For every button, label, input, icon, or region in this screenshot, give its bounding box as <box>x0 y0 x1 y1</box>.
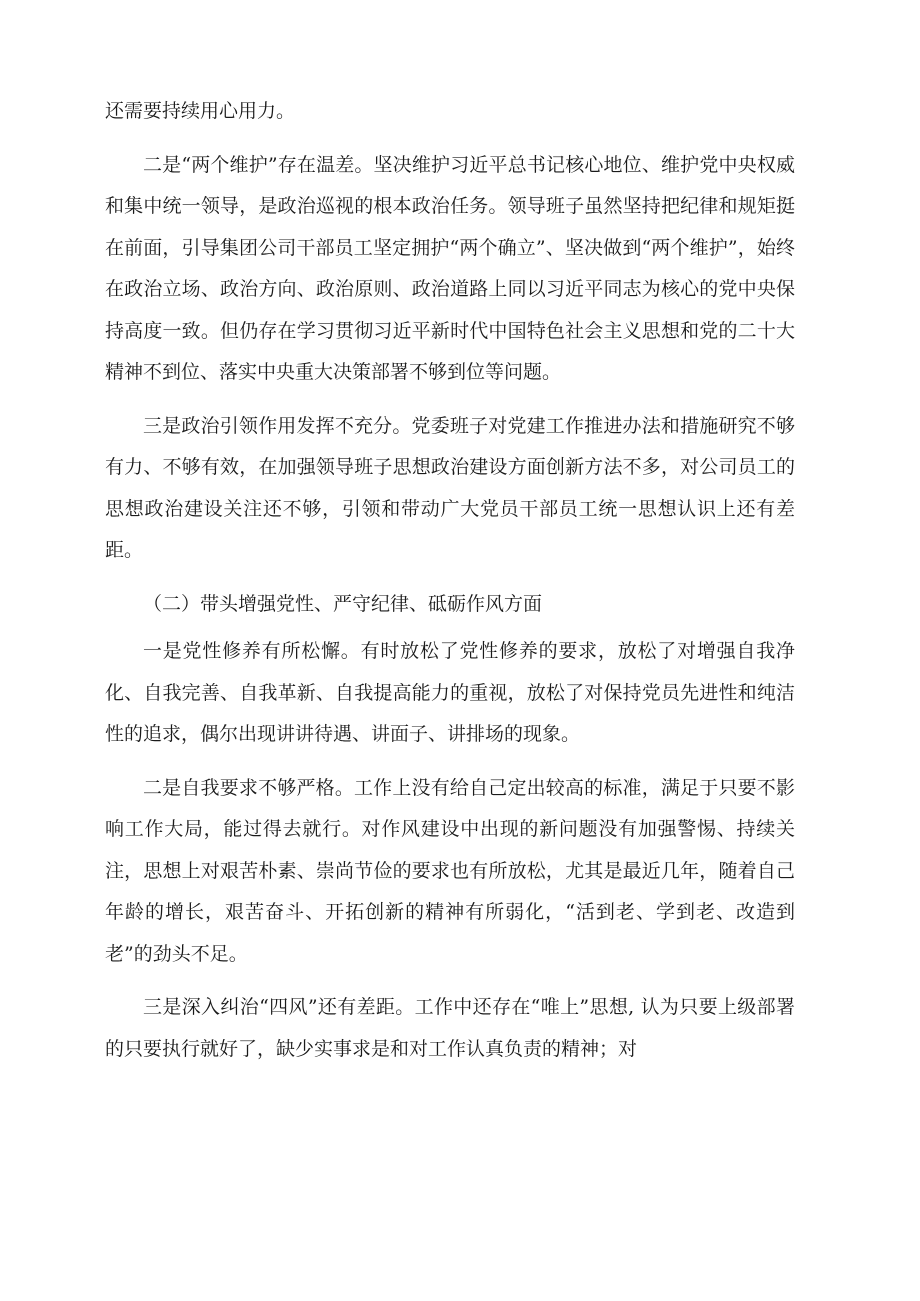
paragraph-continuation: 还需要持续用心用力。 <box>105 100 296 122</box>
paragraph-political-leadership: 三是政治引领作用发挥不充分。党委班子对党建工作推进办法和措施研究不够有力、不够有效，在加强领导班子思想政治建设方面创新方法不多，对公司员工的思想政治建设关注还不够，引领和带动广大党员干部员工统一思想认识上还有差距。 <box>105 414 795 561</box>
document-body <box>105 91 795 1082</box>
section-heading: （二）带头增强党性、严守纪律、砥砺作风方面 <box>143 592 543 615</box>
paragraph-four-styles: 三是深入纠治“四风”还有差距。工作中还存在“唯上”思想, 认为只要上级部署的只要执行就好了，缺少实事求是和对工作认真负责的精神；对 <box>105 996 795 1060</box>
paragraph-self-requirements: 二是自我要求不够严格。工作上没有给自己定出较高的标准，满足于只要不影响工作大局，能过得去就行。对作风建设中出现的新问题没有加强警惕、持续关注，思想上对艰苦朴素、崇尚节俭的要求也有所放松，尤其是最近几年，随着自己年龄的增长，艰苦奋斗、开拓创新的精神有所弱化，“活到老、学到老、改造到老”的劲头不足。 <box>105 776 795 965</box>
paragraph-party-spirit: 一是党性修养有所松懈。有时放松了党性修养的要求，放松了对增强自我净化、自我完善、自我革新、自我提高能力的重视，放松了对保持党员先进性和纯洁性的追求，偶尔出现讲讲待遇、讲面子、讲排场的现象。 <box>105 640 795 745</box>
paragraph-two-maintenance: 二是“两个维护”存在温差。坚决维护习近平总书记核心地位、维护党中央权威和集中统一领导，是政治巡视的根本政治任务。领导班子虽然坚持把纪律和规矩挺在前面，引导集团公司干部员工坚定拥护“两个确立”、坚决做到“两个维护”，始终在政治立场、政治方向、政治原则、政治道路上同以习近平同志为核心的党中央保持高度一致。但仍存在学习贯彻习近平新时代中国特色社会主义思想和党的二十大精神不到位、落实中央重大决策部署不够到位等问题。 <box>105 153 795 383</box>
